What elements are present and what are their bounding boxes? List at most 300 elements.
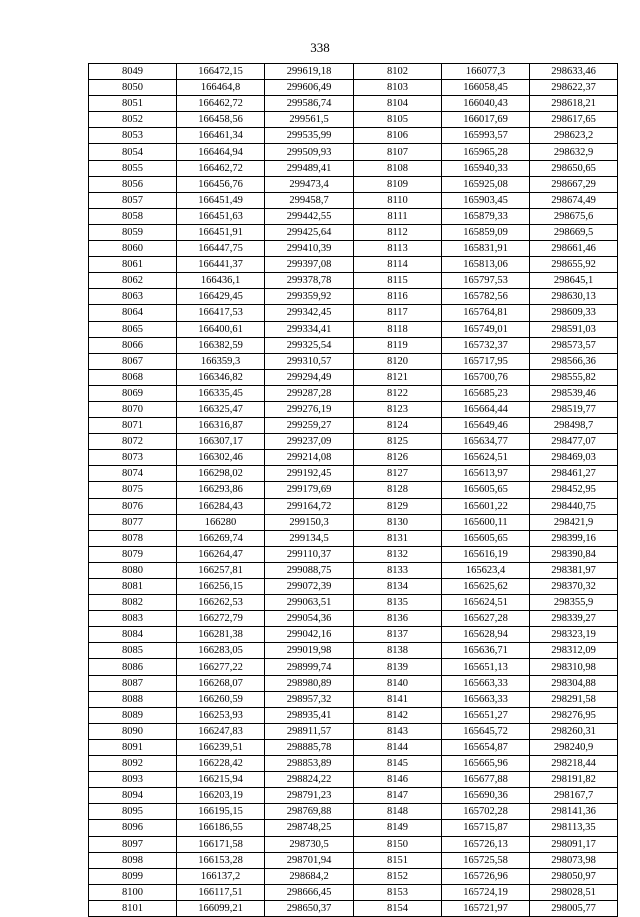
y-coordinate-cell: 298461,27 [530,466,618,482]
point-number-cell: 8136 [354,611,442,627]
x-coordinate-cell: 166040,43 [442,96,530,112]
point-number-cell: 8135 [354,595,442,611]
x-coordinate-cell: 165636,71 [442,643,530,659]
x-coordinate-cell: 166195,15 [177,804,265,820]
point-number-cell: 8069 [89,385,177,401]
point-number-cell: 8111 [354,208,442,224]
y-coordinate-cell: 298310,98 [530,659,618,675]
point-number-cell: 8058 [89,208,177,224]
y-coordinate-cell: 298355,9 [530,595,618,611]
x-coordinate-cell: 166253,93 [177,707,265,723]
point-number-cell: 8138 [354,643,442,659]
table-row [89,482,618,498]
x-coordinate-cell: 165624,51 [442,595,530,611]
y-coordinate-cell: 298675,6 [530,208,618,224]
x-coordinate-cell: 165645,72 [442,723,530,739]
y-coordinate-cell: 299042,16 [265,627,354,643]
point-number-cell: 8056 [89,176,177,192]
point-number-cell: 8132 [354,546,442,562]
y-coordinate-cell: 298666,45 [265,884,354,900]
y-coordinate-cell: 298452,95 [530,482,618,498]
point-number-cell: 8061 [89,257,177,273]
y-coordinate-cell: 299088,75 [265,562,354,578]
point-number-cell: 8100 [89,884,177,900]
x-coordinate-cell: 165627,28 [442,611,530,627]
y-coordinate-cell: 299294,49 [265,369,354,385]
x-coordinate-cell: 166417,53 [177,305,265,321]
x-coordinate-cell: 165715,87 [442,820,530,836]
x-coordinate-cell: 165628,94 [442,627,530,643]
y-coordinate-cell: 298650,37 [265,900,354,916]
y-coordinate-cell: 298957,32 [265,691,354,707]
x-coordinate-cell: 166215,94 [177,772,265,788]
table-row [89,643,618,659]
point-number-cell: 8072 [89,434,177,450]
point-number-cell: 8059 [89,224,177,240]
point-number-cell: 8075 [89,482,177,498]
x-coordinate-cell: 166247,83 [177,723,265,739]
x-coordinate-cell: 166472,15 [177,64,265,80]
x-coordinate-cell: 166280 [177,514,265,530]
point-number-cell: 8052 [89,112,177,128]
table-row [89,804,618,820]
x-coordinate-cell: 166382,59 [177,337,265,353]
y-coordinate-cell: 298911,57 [265,723,354,739]
point-number-cell: 8148 [354,804,442,820]
x-coordinate-cell: 166239,51 [177,739,265,755]
table-row [89,112,618,128]
point-number-cell: 8121 [354,369,442,385]
point-number-cell: 8134 [354,579,442,595]
x-coordinate-cell: 165732,37 [442,337,530,353]
point-number-cell: 8133 [354,562,442,578]
y-coordinate-cell: 298591,03 [530,321,618,337]
point-number-cell: 8127 [354,466,442,482]
table-row [89,160,618,176]
x-coordinate-cell: 165813,06 [442,257,530,273]
point-number-cell: 8082 [89,595,177,611]
point-number-cell: 8086 [89,659,177,675]
point-number-cell: 8053 [89,128,177,144]
point-number-cell: 8064 [89,305,177,321]
y-coordinate-cell: 298312,09 [530,643,618,659]
table-row [89,579,618,595]
y-coordinate-cell: 298304,88 [530,675,618,691]
point-number-cell: 8096 [89,820,177,836]
point-number-cell: 8076 [89,498,177,514]
y-coordinate-cell: 298633,46 [530,64,618,80]
point-number-cell: 8067 [89,353,177,369]
point-number-cell: 8103 [354,80,442,96]
y-coordinate-cell: 299378,78 [265,273,354,289]
point-number-cell: 8153 [354,884,442,900]
x-coordinate-cell: 166264,47 [177,546,265,562]
y-coordinate-cell: 298498,7 [530,418,618,434]
y-coordinate-cell: 298381,97 [530,562,618,578]
x-coordinate-cell: 165717,95 [442,353,530,369]
point-number-cell: 8098 [89,852,177,868]
x-coordinate-cell: 165634,77 [442,434,530,450]
table-row [89,337,618,353]
y-coordinate-cell: 299334,41 [265,321,354,337]
x-coordinate-cell: 165726,13 [442,836,530,852]
table-row [89,627,618,643]
table-row [89,385,618,401]
x-coordinate-cell: 165616,19 [442,546,530,562]
table-row [89,128,618,144]
point-number-cell: 8097 [89,836,177,852]
point-number-cell: 8150 [354,836,442,852]
point-number-cell: 8118 [354,321,442,337]
y-coordinate-cell: 298622,37 [530,80,618,96]
table-body [89,64,618,917]
x-coordinate-cell: 166293,86 [177,482,265,498]
point-number-cell: 8130 [354,514,442,530]
table-row [89,305,618,321]
point-number-cell: 8077 [89,514,177,530]
point-number-cell: 8091 [89,739,177,755]
y-coordinate-cell: 298935,41 [265,707,354,723]
y-coordinate-cell: 298050,97 [530,868,618,884]
x-coordinate-cell: 165663,33 [442,691,530,707]
y-coordinate-cell: 299561,5 [265,112,354,128]
point-number-cell: 8092 [89,756,177,772]
y-coordinate-cell: 298191,82 [530,772,618,788]
table-row [89,788,618,804]
y-coordinate-cell: 298655,92 [530,257,618,273]
y-coordinate-cell: 298701,94 [265,852,354,868]
point-number-cell: 8144 [354,739,442,755]
y-coordinate-cell: 298824,22 [265,772,354,788]
x-coordinate-cell: 166464,8 [177,80,265,96]
point-number-cell: 8073 [89,450,177,466]
y-coordinate-cell: 298645,1 [530,273,618,289]
y-coordinate-cell: 299473,4 [265,176,354,192]
point-number-cell: 8126 [354,450,442,466]
x-coordinate-cell: 165859,09 [442,224,530,240]
x-coordinate-cell: 165605,65 [442,482,530,498]
y-coordinate-cell: 299410,39 [265,241,354,257]
y-coordinate-cell: 299110,37 [265,546,354,562]
point-number-cell: 8068 [89,369,177,385]
y-coordinate-cell: 299535,99 [265,128,354,144]
y-coordinate-cell: 298028,51 [530,884,618,900]
point-number-cell: 8147 [354,788,442,804]
x-coordinate-cell: 166228,42 [177,756,265,772]
table-row [89,80,618,96]
x-coordinate-cell: 166281,38 [177,627,265,643]
y-coordinate-cell: 299179,69 [265,482,354,498]
x-coordinate-cell: 166077,3 [442,64,530,80]
x-coordinate-cell: 166302,46 [177,450,265,466]
x-coordinate-cell: 165665,96 [442,756,530,772]
table-row [89,868,618,884]
x-coordinate-cell: 166257,81 [177,562,265,578]
x-coordinate-cell: 165700,76 [442,369,530,385]
table-row [89,321,618,337]
x-coordinate-cell: 166017,69 [442,112,530,128]
y-coordinate-cell: 299287,28 [265,385,354,401]
y-coordinate-cell: 299259,27 [265,418,354,434]
point-number-cell: 8090 [89,723,177,739]
x-coordinate-cell: 166058,45 [442,80,530,96]
y-coordinate-cell: 298519,77 [530,401,618,417]
y-coordinate-cell: 298632,9 [530,144,618,160]
point-number-cell: 8123 [354,401,442,417]
y-coordinate-cell: 298623,2 [530,128,618,144]
point-number-cell: 8152 [354,868,442,884]
x-coordinate-cell: 165600,11 [442,514,530,530]
x-coordinate-cell: 166137,2 [177,868,265,884]
y-coordinate-cell: 299237,09 [265,434,354,450]
point-number-cell: 8140 [354,675,442,691]
x-coordinate-cell: 166283,05 [177,643,265,659]
x-coordinate-cell: 165623,4 [442,562,530,578]
y-coordinate-cell: 299325,54 [265,337,354,353]
x-coordinate-cell: 165831,91 [442,241,530,257]
y-coordinate-cell: 298674,49 [530,192,618,208]
x-coordinate-cell: 165664,44 [442,401,530,417]
y-coordinate-cell: 298091,17 [530,836,618,852]
table-row [89,401,618,417]
table-row [89,595,618,611]
point-number-cell: 8083 [89,611,177,627]
y-coordinate-cell: 299509,93 [265,144,354,160]
table-row [89,353,618,369]
point-number-cell: 8078 [89,530,177,546]
y-coordinate-cell: 299192,45 [265,466,354,482]
y-coordinate-cell: 299276,19 [265,401,354,417]
x-coordinate-cell: 165782,56 [442,289,530,305]
y-coordinate-cell: 298113,35 [530,820,618,836]
x-coordinate-cell: 166262,53 [177,595,265,611]
x-coordinate-cell: 166451,49 [177,192,265,208]
point-number-cell: 8049 [89,64,177,80]
table-row [89,96,618,112]
y-coordinate-cell: 299072,39 [265,579,354,595]
x-coordinate-cell: 166456,76 [177,176,265,192]
point-number-cell: 8119 [354,337,442,353]
point-number-cell: 8107 [354,144,442,160]
point-number-cell: 8081 [89,579,177,595]
x-coordinate-cell: 166268,07 [177,675,265,691]
x-coordinate-cell: 165749,01 [442,321,530,337]
y-coordinate-cell: 298399,16 [530,530,618,546]
point-number-cell: 8088 [89,691,177,707]
y-coordinate-cell: 298555,82 [530,369,618,385]
x-coordinate-cell: 166441,37 [177,257,265,273]
point-number-cell: 8104 [354,96,442,112]
y-coordinate-cell: 299310,57 [265,353,354,369]
x-coordinate-cell: 165721,97 [442,900,530,916]
x-coordinate-cell: 166451,63 [177,208,265,224]
x-coordinate-cell: 166436,1 [177,273,265,289]
y-coordinate-cell: 298276,95 [530,707,618,723]
point-number-cell: 8139 [354,659,442,675]
point-number-cell: 8071 [89,418,177,434]
x-coordinate-cell: 165764,81 [442,305,530,321]
y-coordinate-cell: 298617,65 [530,112,618,128]
x-coordinate-cell: 166284,43 [177,498,265,514]
x-coordinate-cell: 165725,58 [442,852,530,868]
y-coordinate-cell: 298748,25 [265,820,354,836]
x-coordinate-cell: 166099,21 [177,900,265,916]
x-coordinate-cell: 166298,02 [177,466,265,482]
y-coordinate-cell: 298339,27 [530,611,618,627]
y-coordinate-cell: 298291,58 [530,691,618,707]
point-number-cell: 8084 [89,627,177,643]
point-number-cell: 8105 [354,112,442,128]
x-coordinate-cell: 165677,88 [442,772,530,788]
x-coordinate-cell: 166461,34 [177,128,265,144]
x-coordinate-cell: 165625,62 [442,579,530,595]
table-row [89,273,618,289]
point-number-cell: 8109 [354,176,442,192]
y-coordinate-cell: 298885,78 [265,739,354,755]
y-coordinate-cell: 298421,9 [530,514,618,530]
point-number-cell: 8093 [89,772,177,788]
point-number-cell: 8089 [89,707,177,723]
y-coordinate-cell: 298218,44 [530,756,618,772]
point-number-cell: 8063 [89,289,177,305]
point-number-cell: 8149 [354,820,442,836]
point-number-cell: 8141 [354,691,442,707]
x-coordinate-cell: 166277,22 [177,659,265,675]
point-number-cell: 8062 [89,273,177,289]
x-coordinate-cell: 166307,17 [177,434,265,450]
point-number-cell: 8080 [89,562,177,578]
x-coordinate-cell: 166335,45 [177,385,265,401]
table-row [89,257,618,273]
table-row [89,884,618,900]
point-number-cell: 8151 [354,852,442,868]
y-coordinate-cell: 298370,32 [530,579,618,595]
x-coordinate-cell: 165690,36 [442,788,530,804]
y-coordinate-cell: 299619,18 [265,64,354,80]
x-coordinate-cell: 166325,47 [177,401,265,417]
point-number-cell: 8115 [354,273,442,289]
x-coordinate-cell: 166272,79 [177,611,265,627]
point-number-cell: 8114 [354,257,442,273]
y-coordinate-cell: 298650,65 [530,160,618,176]
x-coordinate-cell: 166462,72 [177,160,265,176]
point-number-cell: 8143 [354,723,442,739]
y-coordinate-cell: 298791,23 [265,788,354,804]
y-coordinate-cell: 299019,98 [265,643,354,659]
x-coordinate-cell: 165663,33 [442,675,530,691]
x-coordinate-cell: 166260,59 [177,691,265,707]
table-row [89,659,618,675]
table-row [89,434,618,450]
x-coordinate-cell: 166269,74 [177,530,265,546]
x-coordinate-cell: 165624,51 [442,450,530,466]
x-coordinate-cell: 165940,33 [442,160,530,176]
y-coordinate-cell: 299342,45 [265,305,354,321]
y-coordinate-cell: 298477,07 [530,434,618,450]
y-coordinate-cell: 299054,36 [265,611,354,627]
table-row [89,675,618,691]
point-number-cell: 8146 [354,772,442,788]
y-coordinate-cell: 298999,74 [265,659,354,675]
y-coordinate-cell: 298005,77 [530,900,618,916]
x-coordinate-cell: 165649,46 [442,418,530,434]
point-number-cell: 8102 [354,64,442,80]
point-number-cell: 8116 [354,289,442,305]
y-coordinate-cell: 298667,29 [530,176,618,192]
coordinates-table [88,63,618,917]
y-coordinate-cell: 299586,74 [265,96,354,112]
page-number: 338 [310,40,330,55]
point-number-cell: 8129 [354,498,442,514]
point-number-cell: 8117 [354,305,442,321]
table-row [89,224,618,240]
y-coordinate-cell: 299214,08 [265,450,354,466]
x-coordinate-cell: 166117,51 [177,884,265,900]
y-coordinate-cell: 299134,5 [265,530,354,546]
y-coordinate-cell: 298539,46 [530,385,618,401]
y-coordinate-cell: 298618,21 [530,96,618,112]
x-coordinate-cell: 165685,23 [442,385,530,401]
y-coordinate-cell: 298609,33 [530,305,618,321]
x-coordinate-cell: 165993,57 [442,128,530,144]
y-coordinate-cell: 298240,9 [530,739,618,755]
table-row [89,144,618,160]
point-number-cell: 8054 [89,144,177,160]
table-row [89,289,618,305]
point-number-cell: 8099 [89,868,177,884]
y-coordinate-cell: 298661,46 [530,241,618,257]
y-coordinate-cell: 298980,89 [265,675,354,691]
x-coordinate-cell: 165797,53 [442,273,530,289]
point-number-cell: 8122 [354,385,442,401]
point-number-cell: 8094 [89,788,177,804]
table-row [89,514,618,530]
y-coordinate-cell: 299489,41 [265,160,354,176]
point-number-cell: 8051 [89,96,177,112]
y-coordinate-cell: 298630,13 [530,289,618,305]
table-row [89,498,618,514]
table-row [89,530,618,546]
x-coordinate-cell: 166256,15 [177,579,265,595]
table-row [89,691,618,707]
y-coordinate-cell: 298167,7 [530,788,618,804]
point-number-cell: 8066 [89,337,177,353]
table-row [89,900,618,916]
y-coordinate-cell: 298853,89 [265,756,354,772]
point-number-cell: 8113 [354,241,442,257]
y-coordinate-cell: 299359,92 [265,289,354,305]
x-coordinate-cell: 165724,19 [442,884,530,900]
x-coordinate-cell: 166186,55 [177,820,265,836]
table-row [89,466,618,482]
point-number-cell: 8142 [354,707,442,723]
table-row [89,852,618,868]
table-row [89,820,618,836]
point-number-cell: 8101 [89,900,177,916]
table-row [89,208,618,224]
x-coordinate-cell: 165601,22 [442,498,530,514]
y-coordinate-cell: 298390,84 [530,546,618,562]
y-coordinate-cell: 299063,51 [265,595,354,611]
point-number-cell: 8085 [89,643,177,659]
y-coordinate-cell: 298440,75 [530,498,618,514]
x-coordinate-cell: 166359,3 [177,353,265,369]
x-coordinate-cell: 165702,28 [442,804,530,820]
x-coordinate-cell: 165879,33 [442,208,530,224]
point-number-cell: 8057 [89,192,177,208]
x-coordinate-cell: 165726,96 [442,868,530,884]
x-coordinate-cell: 166458,56 [177,112,265,128]
